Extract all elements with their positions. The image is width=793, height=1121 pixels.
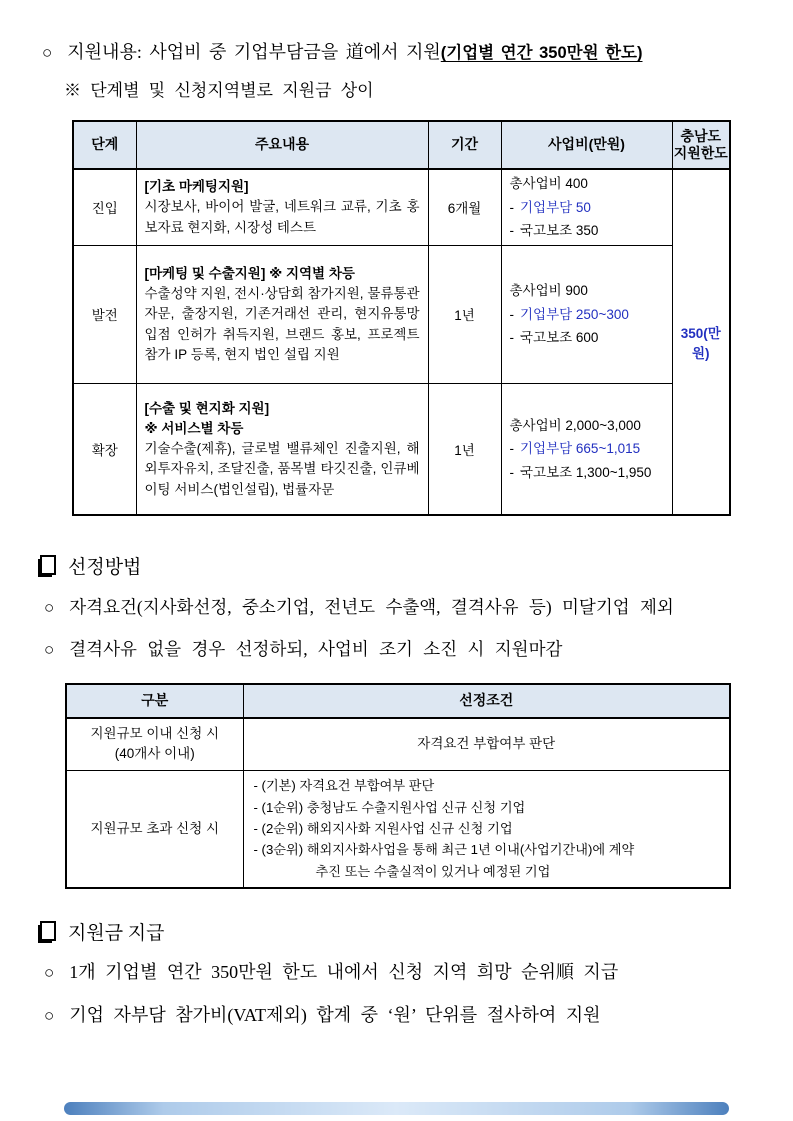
condition-line: - (1순위) 충청남도 수출지원사업 신규 신청 기업: [253, 799, 526, 815]
stage-cell: 확장: [73, 383, 136, 515]
cost-total: 총사업비 900: [509, 282, 588, 298]
content-body: 시장보사, 바이어 발굴, 네트워크 교류, 기초 홍보자료 현지화, 시장성 테스트: [144, 199, 420, 235]
cost-company: - 기업부담 50: [509, 199, 591, 215]
content-cell: [136, 245, 428, 383]
category-cell: 지원규모 이내 신청 시 (40개사 이내): [66, 718, 243, 770]
stage-support-table: [72, 120, 731, 516]
condition-cell: [243, 770, 730, 888]
table-row-expansion: [73, 383, 730, 515]
content-body: 기술수출(제휴), 글로벌 밸류체인 진출지원, 해외투자유치, 조달진출, 품목별 타깃진출, 인큐베이팅 서비스(법인설립), 법률자문: [144, 441, 420, 497]
cost-company: - 기업부담 250~300: [509, 306, 629, 322]
circle-bullet-icon: ○: [44, 598, 55, 617]
table-row-over-quota: [66, 770, 730, 888]
category-cell: 지원규모 초과 신청 시: [66, 770, 243, 888]
stage-cell: 진입: [73, 169, 136, 245]
selection-bullet-2: ○ 결격사유 없을 경우 선정하되, 사업비 조기 소진 시 지원마감: [44, 639, 563, 659]
dash: -: [509, 306, 514, 322]
content-title: [기초 마케팅지원]: [144, 179, 249, 195]
dash: -: [509, 223, 514, 239]
bottom-accent-bar: [64, 1102, 729, 1115]
content-cell: [136, 169, 428, 245]
col-header-stage: 단계: [73, 121, 136, 169]
cost-total: 총사업비 400: [509, 176, 588, 191]
intro-text: 지원내용: 사업비 중 기업부담금을 道에서 지원: [67, 42, 441, 62]
period-cell: 6개월: [428, 169, 501, 245]
table-row-growth: [73, 245, 730, 383]
cost-cell: [501, 383, 672, 515]
selection-table-header-row: [66, 684, 730, 718]
period-cell: 1년: [428, 245, 501, 383]
condition-line: - (3순위) 해외지사화사업을 통해 최근 1년 이내(사업기간내)에 계약: [253, 842, 635, 858]
col-header-condition: 선정조건: [243, 684, 730, 718]
col-header-category: 구분: [66, 684, 243, 718]
cost-total: 총사업비 2,000~3,000: [509, 417, 641, 433]
content-body: 수출성약 지원, 전시·상담회 참가지원, 물류통관자문, 출장지원, 기존거래선 관리, 현지유통망 입점 인허가 취득지원, 브랜드 홍보, 프로젝트 참가 IP 등록, 현지 법인 설립 지원: [144, 286, 420, 362]
circle-bullet-icon: ○: [44, 963, 55, 982]
table-row-entry: [73, 169, 730, 245]
condition-line: - (기본) 자격요건 부합여부 판단: [253, 778, 435, 794]
limit-cell: 350(만원): [672, 169, 730, 515]
col-header-limit: [672, 121, 730, 169]
selection-criteria-table: [65, 683, 731, 889]
cost-cell: [501, 169, 672, 245]
circle-bullet-icon: ○: [42, 43, 53, 62]
circle-bullet-icon: ○: [44, 1006, 55, 1025]
col-header-limit-line2: 지원한도: [673, 145, 728, 161]
cost-subsidy: - 국고보조 1,300~1,950: [509, 464, 652, 480]
condition-cell: 자격요건 부합여부 판단: [243, 718, 730, 770]
content-title-line2: ※ 서비스별 차등: [144, 420, 244, 436]
square-bullet-icon: [40, 555, 56, 575]
dash: -: [509, 441, 514, 457]
col-header-period: 기간: [428, 121, 501, 169]
selection-bullet-1: ○ 자격요건(지사화선정, 중소기업, 전년도 수출액, 결격사유 등) 미달기업 제외: [44, 597, 674, 617]
cost-subsidy: - 국고보조 600: [509, 330, 599, 346]
dash: -: [509, 464, 514, 480]
payment-section-title: 지원금 지급: [38, 918, 165, 945]
col-header-content: 주요내용: [136, 121, 428, 169]
intro-note: ※ 단계별 및 신청지역별로 지원금 상이: [64, 81, 374, 100]
content-cell: [136, 383, 428, 515]
content-title: [수출 및 현지화 지원]: [144, 400, 270, 416]
cost-company: - 기업부담 665~1,015: [509, 441, 641, 457]
dash: -: [509, 330, 514, 346]
payment-bullet-1: ○ 1개 기업별 연간 350만원 한도 내에서 신청 지역 희망 순위順 지급: [44, 962, 619, 982]
circle-bullet-icon: ○: [44, 640, 55, 659]
content-title: [마케팅 및 수출지원] ※ 지역별 차등: [144, 265, 355, 281]
table-row-within-quota: [66, 718, 730, 770]
payment-bullet-2: ○ 기업 자부담 참가비(VAT제외) 합계 중 ‘원’ 단위를 절사하여 지원: [44, 1005, 601, 1025]
dash: -: [509, 199, 514, 215]
cost-cell: [501, 245, 672, 383]
col-header-cost: 사업비(만원): [501, 121, 672, 169]
intro-highlight: (기업별 연간 350만원 한도): [440, 44, 643, 62]
period-cell: 1년: [428, 383, 501, 515]
condition-line: - (2순위) 해외지사화 지원사업 신규 신청 기업: [253, 821, 513, 837]
square-bullet-icon: [40, 921, 56, 941]
cost-subsidy: - 국고보조 350: [509, 223, 599, 239]
intro-line: [42, 38, 643, 64]
stage-cell: 발전: [73, 245, 136, 383]
col-header-limit-line1: 충남도: [680, 127, 722, 144]
stage-table-header-row: [73, 121, 730, 169]
selection-section-title: 선정방법: [38, 552, 141, 579]
condition-line-wrap: 추진 또는 수출실적이 있거나 예정된 기업: [315, 863, 551, 879]
